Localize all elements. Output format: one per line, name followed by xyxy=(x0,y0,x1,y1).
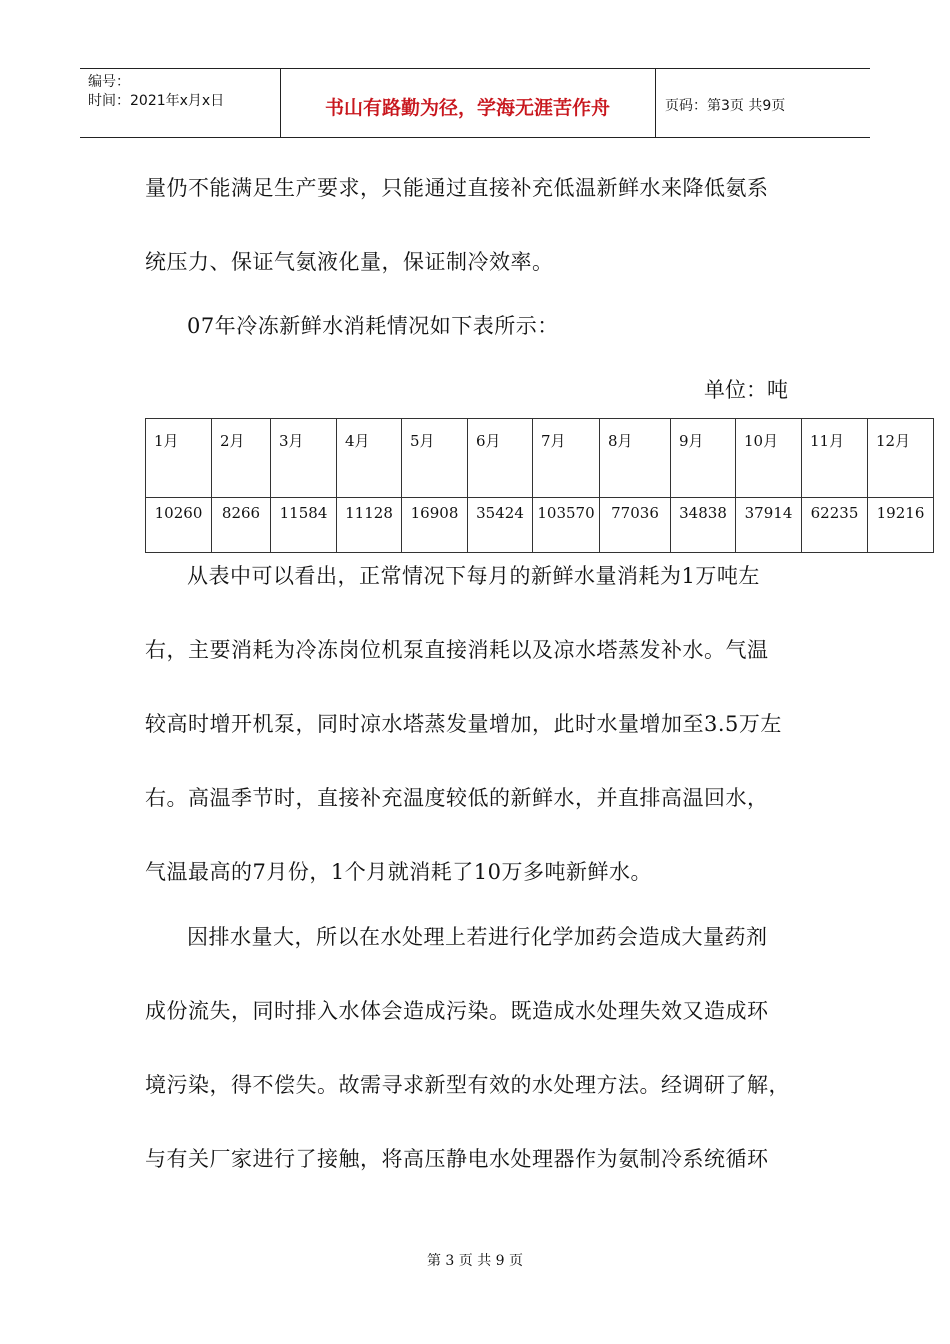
value-cell xyxy=(212,498,271,553)
month-cell xyxy=(468,419,533,498)
month-cell xyxy=(533,419,600,498)
serial-label: 编号： xyxy=(88,74,130,90)
paragraph-line: 境污染，得不偿失。故需寻求新型有效的水处理方法。经调研了解， xyxy=(145,1073,790,1097)
paragraph-line: 因排水量大，所以在水处理上若进行化学加药会造成大量药剂 xyxy=(187,925,768,949)
paragraph-line: 右，主要消耗为冷冻岗位机泵直接消耗以及凉水塔蒸发补水。气温 xyxy=(145,638,769,662)
value-cell xyxy=(402,498,468,553)
month-label: 2月 xyxy=(220,432,245,450)
month-label: 7月 xyxy=(541,432,566,450)
month-label: 12月 xyxy=(876,432,911,450)
month-label: 6月 xyxy=(476,432,501,450)
value-cell xyxy=(533,498,600,553)
month-cell xyxy=(337,419,402,498)
paragraph-line: 07年冷冻新鲜水消耗情况如下表所示： xyxy=(187,314,559,338)
header-divider xyxy=(655,69,656,137)
month-label: 5月 xyxy=(410,432,435,450)
paragraph-line: 较高时增开机泵，同时凉水塔蒸发量增加，此时水量增加至3.5万左 xyxy=(145,712,782,736)
value-label: 103570 xyxy=(537,504,595,522)
month-cell xyxy=(600,419,671,498)
month-label: 11月 xyxy=(810,432,845,450)
value-label: 62235 xyxy=(810,504,859,522)
paragraph-line: 统压力、保证气氨液化量，保证制冷效率。 xyxy=(145,250,554,274)
value-cell xyxy=(468,498,533,553)
month-header-row xyxy=(146,419,934,498)
month-cell xyxy=(802,419,868,498)
value-cell xyxy=(146,498,212,553)
month-cell xyxy=(212,419,271,498)
value-label: 19216 xyxy=(876,504,925,522)
value-label: 11584 xyxy=(279,504,328,522)
month-label: 4月 xyxy=(345,432,370,450)
header-meta xyxy=(88,73,224,111)
month-cell xyxy=(868,419,934,498)
page-footer: 第 3 页 共 9 页 xyxy=(426,1253,524,1269)
value-row xyxy=(146,498,934,553)
value-cell xyxy=(600,498,671,553)
value-cell xyxy=(736,498,802,553)
value-cell xyxy=(802,498,868,553)
value-cell xyxy=(868,498,934,553)
month-label: 1月 xyxy=(154,432,179,450)
paragraph-line: 成份流失，同时排入水体会造成污染。既造成水处理失效又造成环 xyxy=(145,999,769,1023)
value-cell xyxy=(271,498,337,553)
value-label: 35424 xyxy=(476,504,524,522)
month-label: 3月 xyxy=(279,432,304,450)
month-cell xyxy=(146,419,212,498)
paragraph-line: 量仍不能满足生产要求，只能通过直接补充低温新鲜水来降低氨系 xyxy=(145,176,769,200)
month-cell xyxy=(402,419,468,498)
unit-label: 单位：吨 xyxy=(704,378,788,402)
page-header xyxy=(80,68,870,138)
month-label: 10月 xyxy=(744,432,779,450)
value-label: 37914 xyxy=(744,504,793,522)
value-label: 16908 xyxy=(410,504,459,522)
month-label: 8月 xyxy=(608,432,633,450)
month-cell xyxy=(271,419,337,498)
month-label: 9月 xyxy=(679,432,704,450)
paragraph-line: 右。高温季节时，直接补充温度较低的新鲜水，并直排高温回水， xyxy=(145,786,769,810)
value-label: 34838 xyxy=(679,504,727,522)
paragraph-line: 从表中可以看出，正常情况下每月的新鲜水量消耗为1万吨左 xyxy=(187,564,760,588)
header-motto: 书山有路勤为径，学海无涯苦作舟 xyxy=(324,97,610,119)
value-label: 77036 xyxy=(611,504,659,522)
paragraph-line: 与有关厂家进行了接触，将高压静电水处理器作为氨制冷系统循环 xyxy=(145,1147,769,1171)
value-cell xyxy=(337,498,402,553)
value-label: 10260 xyxy=(154,504,203,522)
paragraph-line: 气温最高的7月份，1个月就消耗了10万多吨新鲜水。 xyxy=(145,860,652,884)
value-cell xyxy=(671,498,736,553)
value-label: 11128 xyxy=(345,504,393,522)
month-cell xyxy=(671,419,736,498)
month-cell xyxy=(736,419,802,498)
value-label: 8266 xyxy=(221,504,261,522)
header-page-number: 页码：第3页 共9页 xyxy=(665,98,786,114)
time-label: 时间：2021年x月x日 xyxy=(88,93,225,109)
water-consumption-table xyxy=(145,418,934,553)
